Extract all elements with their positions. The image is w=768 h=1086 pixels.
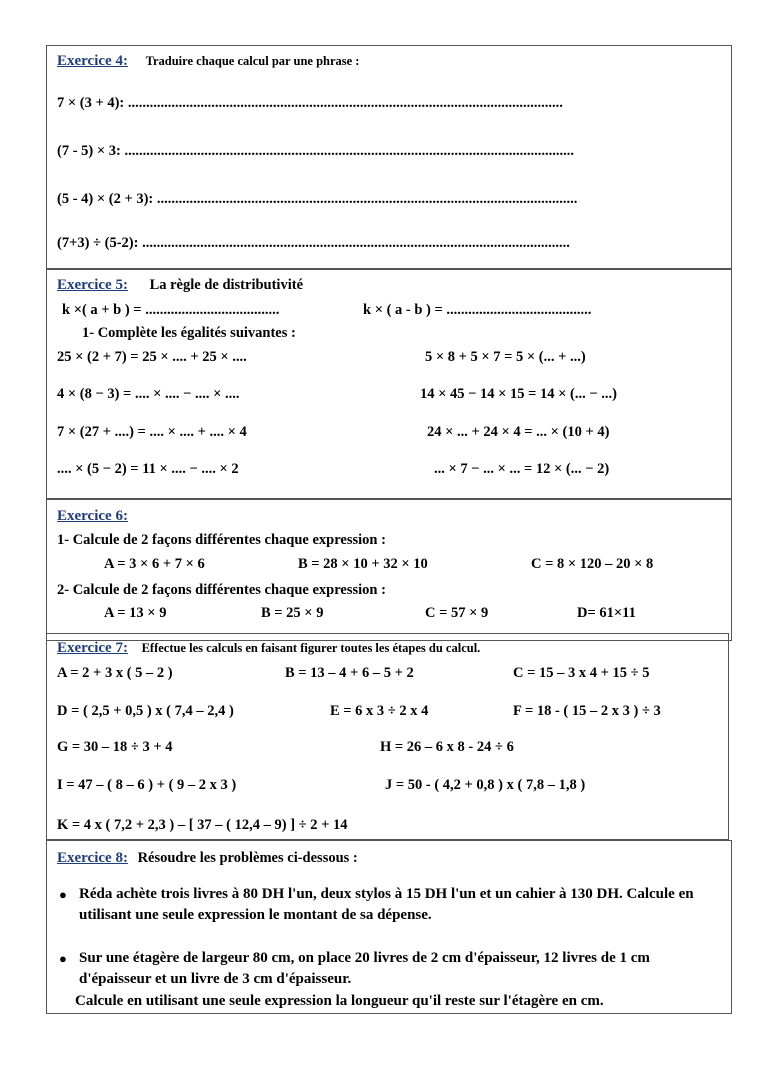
exercise-7-instruction: Effectue les calculs en faisant figurer toutes les étapes du calcul. [141,641,481,655]
ex6-row2-c: C = 57 × 9 [425,605,489,621]
exercise-5-title: Exercice 5: [57,277,128,293]
ex6-row2-a: A = 13 × 9 [104,605,167,621]
calc-i: I = 47 – ( 8 – 6 ) + ( 9 – 2 x 3 ) [57,777,237,793]
exercise-6-title: Exercice 6: [57,508,128,524]
calc-d: D = ( 2,5 + 0,5 ) x ( 7,4 – 2,4 ) [57,703,234,719]
calc-b: B = 13 – 4 + 6 – 5 + 2 [285,665,414,681]
ex4-line-2: (7 - 5) × 3: ............................................................................................................................ [57,143,574,159]
ex5-left-1: 25 × (2 + 7) = 25 × .... + 25 × .... [57,349,247,365]
ex6-question-1: 1- Calcule de 2 façons différentes chaque expression : [57,532,386,548]
exercise-4-header [57,52,359,70]
calc-a: A = 2 + 3 x ( 5 – 2 ) [57,665,173,681]
bullet-icon: ● [59,887,67,902]
ex5-right-1: 5 × 8 + 5 × 7 = 5 × (... + ...) [425,349,586,365]
exercise-5-subtitle: La règle de distributivité [149,277,304,293]
distributivity-rule-1: k ×( a + b ) = ..................................... [62,302,280,318]
ex6-row1-a: A = 3 × 6 + 7 × 6 [104,556,205,572]
exercise-8-header [57,849,358,867]
ex4-line-4: (7+3) ÷ (5-2): ...................................................................................................................... [57,235,570,251]
ex6-row2-d: D= 61×11 [577,605,636,621]
calc-k: K = 4 x ( 7,2 + 2,3 ) – [ 37 – ( 12,4 – 9) ] ÷ 2 + 14 [57,817,348,833]
distributivity-rule-2: k × ( a - b ) = ........................................ [363,302,592,318]
exercise-7-header [57,639,480,657]
exercise-4-instruction: Traduire chaque calcul par une phrase : [145,54,360,68]
calc-c: C = 15 – 3 x 4 + 15 ÷ 5 [513,665,650,681]
ex4-line-3: (5 - 4) × (2 + 3): .................................................................................................................... [57,191,578,207]
exercise-7-title: Exercice 7: [57,640,128,656]
exercise-8-title: Exercice 8: [57,850,128,866]
ex5-left-4: .... × (5 − 2) = 11 × .... − .... × 2 [57,461,239,477]
ex5-left-2: 4 × (8 − 3) = .... × .... − .... × .... [57,386,240,402]
ex6-row2-b: B = 25 × 9 [261,605,324,621]
problem-2-part-2: Calcule en utilisant une seule expression la longueur qu'il reste sur l'étagère en cm. [75,993,604,1009]
exercise-8-subtitle: Résoudre les problèmes ci-dessous : [137,850,358,866]
calc-f: F = 18 - ( 15 – 2 x 3 ) ÷ 3 [513,703,661,719]
ex5-question-1: 1- Complète les égalités suivantes : [82,325,296,341]
problem-1: Réda achète trois livres à 80 DH l'un, deux stylos à 15 DH l'un et un cahier à 130 DH. Calcule en utilisant une seule expression le montant de sa dépense. [79,886,694,923]
ex5-right-4: ... × 7 − ... × ... = 12 × (... − 2) [434,461,610,477]
exercise-5-header [57,276,303,294]
ex6-question-2: 2- Calcule de 2 façons différentes chaque expression : [57,582,386,598]
ex6-row1-b: B = 28 × 10 + 32 × 10 [298,556,428,572]
ex6-row1-c: C = 8 × 120 – 20 × 8 [531,556,654,572]
calc-g: G = 30 – 18 ÷ 3 + 4 [57,739,173,755]
calc-h: H = 26 – 6 x 8 - 24 ÷ 6 [380,739,514,755]
exercise-4-title: Exercice 4: [57,53,128,69]
exercise-6-header [57,507,128,525]
ex5-right-3: 24 × ... + 24 × 4 = ... × (10 + 4) [427,424,610,440]
problem-2-part-1: Sur une étagère de largeur 80 cm, on place 20 livres de 2 cm d'épaisseur, 12 livres de 1 cm d'épaisseur et un livre de 3 cm d'épaisseur. [79,950,650,987]
calc-j: J = 50 - ( 4,2 + 0,8 ) x ( 7,8 – 1,8 ) [385,777,586,793]
bullet-icon: ● [59,951,67,966]
ex5-right-2: 14 × 45 − 14 × 15 = 14 × (... − ...) [420,386,617,402]
ex4-line-1: 7 × (3 + 4): ........................................................................................................................ [57,95,563,111]
ex5-left-3: 7 × (27 + ....) = .... × .... + .... × 4 [57,424,247,440]
calc-e: E = 6 x 3 ÷ 2 x 4 [330,703,429,719]
